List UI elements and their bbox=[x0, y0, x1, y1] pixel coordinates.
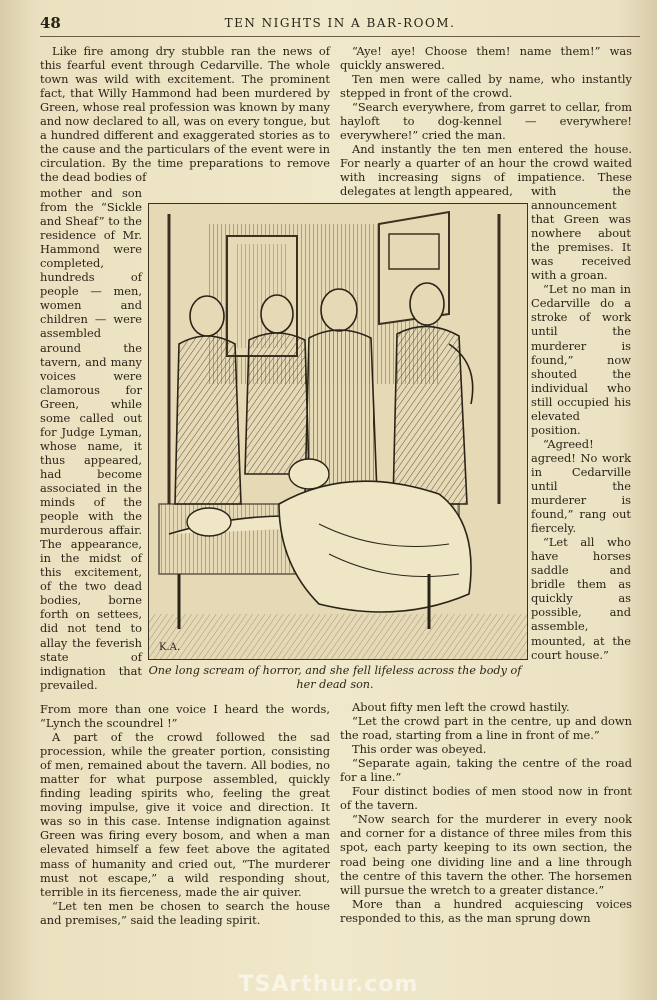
illustration-signature: K.A. bbox=[159, 642, 181, 653]
paragraph: This order was obeyed. bbox=[352, 742, 487, 757]
illustration-caption: One long scream of horror, and she fell lifeless across the body of her dead son. bbox=[148, 664, 522, 691]
paragraph: “Search everywhere, from garret to cellar, from hayloft to dog-kennel — everywhere! everywhere!” cried the man. bbox=[340, 100, 632, 143]
site-watermark: TSArthur.com bbox=[238, 972, 419, 997]
paragraph: “Aye! aye! Choose them! name them!” was quickly answered. bbox=[340, 44, 632, 73]
left-column-bottom bbox=[40, 702, 330, 927]
paragraph: And instantly the ten men entered the house. For nearly a quarter of an hour the crowd waited with increasing signs of impatience. These delegates at length appeared, bbox=[340, 142, 632, 199]
right-column-wrap-text bbox=[531, 184, 631, 662]
engraving-illustration bbox=[148, 203, 528, 660]
running-title: TEN NIGHTS IN A BAR-ROOM. bbox=[224, 16, 456, 30]
engraving-drawing bbox=[149, 204, 527, 659]
page-number: 48 bbox=[40, 14, 61, 32]
paragraph: About fifty men left the crowd hastily. bbox=[352, 700, 570, 714]
paragraph: “Let all who have horses saddle and bridle them as quickly as possible, and assemble, mounted, at the court house.” bbox=[531, 535, 631, 662]
paragraph: Ten men were called by name, who instantly stepped in front of the crowd. bbox=[340, 72, 632, 101]
paragraph: “Separate again, taking the centre of the road for a line.” bbox=[340, 756, 632, 785]
paragraph: “Let the crowd part in the centre, up and down the road, starting from a line in front of me.” bbox=[340, 714, 632, 743]
paragraph: A part of the crowd followed the sad procession, while the greater portion, consisting of men, remained about the tavern. All bodies, no matter for what purpose assembled, quickly finding leading spirits who, feeling the great moving impulse, give it voice and direction. It was so in this case. Intense indignation against Green was firing every bosom, and when a man elevated himself a few feet above the agitated mass of humanity and cried out, “The murderer must not escape,” a wild responding shout, terrible in its fierceness, made the air quiver. bbox=[40, 730, 330, 899]
paragraph: “Let ten men be chosen to search the house and premises,” said the leading spirit. bbox=[40, 898, 330, 927]
paragraph: “Let no man in Cedarville do a stroke of work until the murderer is found,” now shouted the individual who still occupied his elevated position. bbox=[531, 282, 631, 437]
paragraph: “Agreed! agreed! No work in Cedarville until the murderer is found,” rang out fiercely. bbox=[531, 436, 631, 536]
right-column-bottom bbox=[340, 700, 632, 925]
right-column-top bbox=[340, 44, 632, 199]
paragraph: mother and son from the “Sickle and Sheaf” to the residence of Mr. Hammond were completed, hundreds of people — men, women and children — were assembled around the tavern, and many voices were clamorous for Green, while some called out for Judge Lyman, whose name, it thus appeared, had become associated in the minds of the people with the murderous affair. The appearance, in the midst of this excitement, of the two dead bodies, borne forth on settees, did not tend to allay the feverish state of indignation that prevailed. bbox=[40, 186, 142, 692]
paragraph: More than a hundred acquiescing voices responded to this, as the man sprung down bbox=[340, 896, 632, 925]
left-column-top bbox=[40, 44, 330, 184]
paragraph: “Now search for the murderer in every nook and corner for a distance of three miles from this spot, each party keeping to its own section, the road being one dividing line and a line through the centre of this tavern the other. The horsemen will pursue the wretch to a greater distance.” bbox=[340, 812, 632, 897]
left-column-wrap-text bbox=[40, 186, 142, 692]
paragraph: Four distinct bodies of men stood now in front of the tavern. bbox=[340, 784, 632, 813]
page-header bbox=[40, 14, 640, 37]
paragraph: with the announcement that Green was nowhere about the premises. It was received with a groan. bbox=[531, 184, 631, 283]
paragraph: From more than one voice I heard the words, “Lynch the scoundrel !” bbox=[40, 702, 330, 731]
paragraph: Like fire among dry stubble ran the news of this fearful event through Cedarville. The whole town was wild with excitement. The prominent fact, that Willy Hammond had been murdered by Green, whose real profession was known by many and now declared to all, was on every tongue, but a hundred different and exaggerated stories as to the cause and the particulars of the event were in circulation. By the time preparations to remove the dead bodies of bbox=[40, 44, 330, 185]
